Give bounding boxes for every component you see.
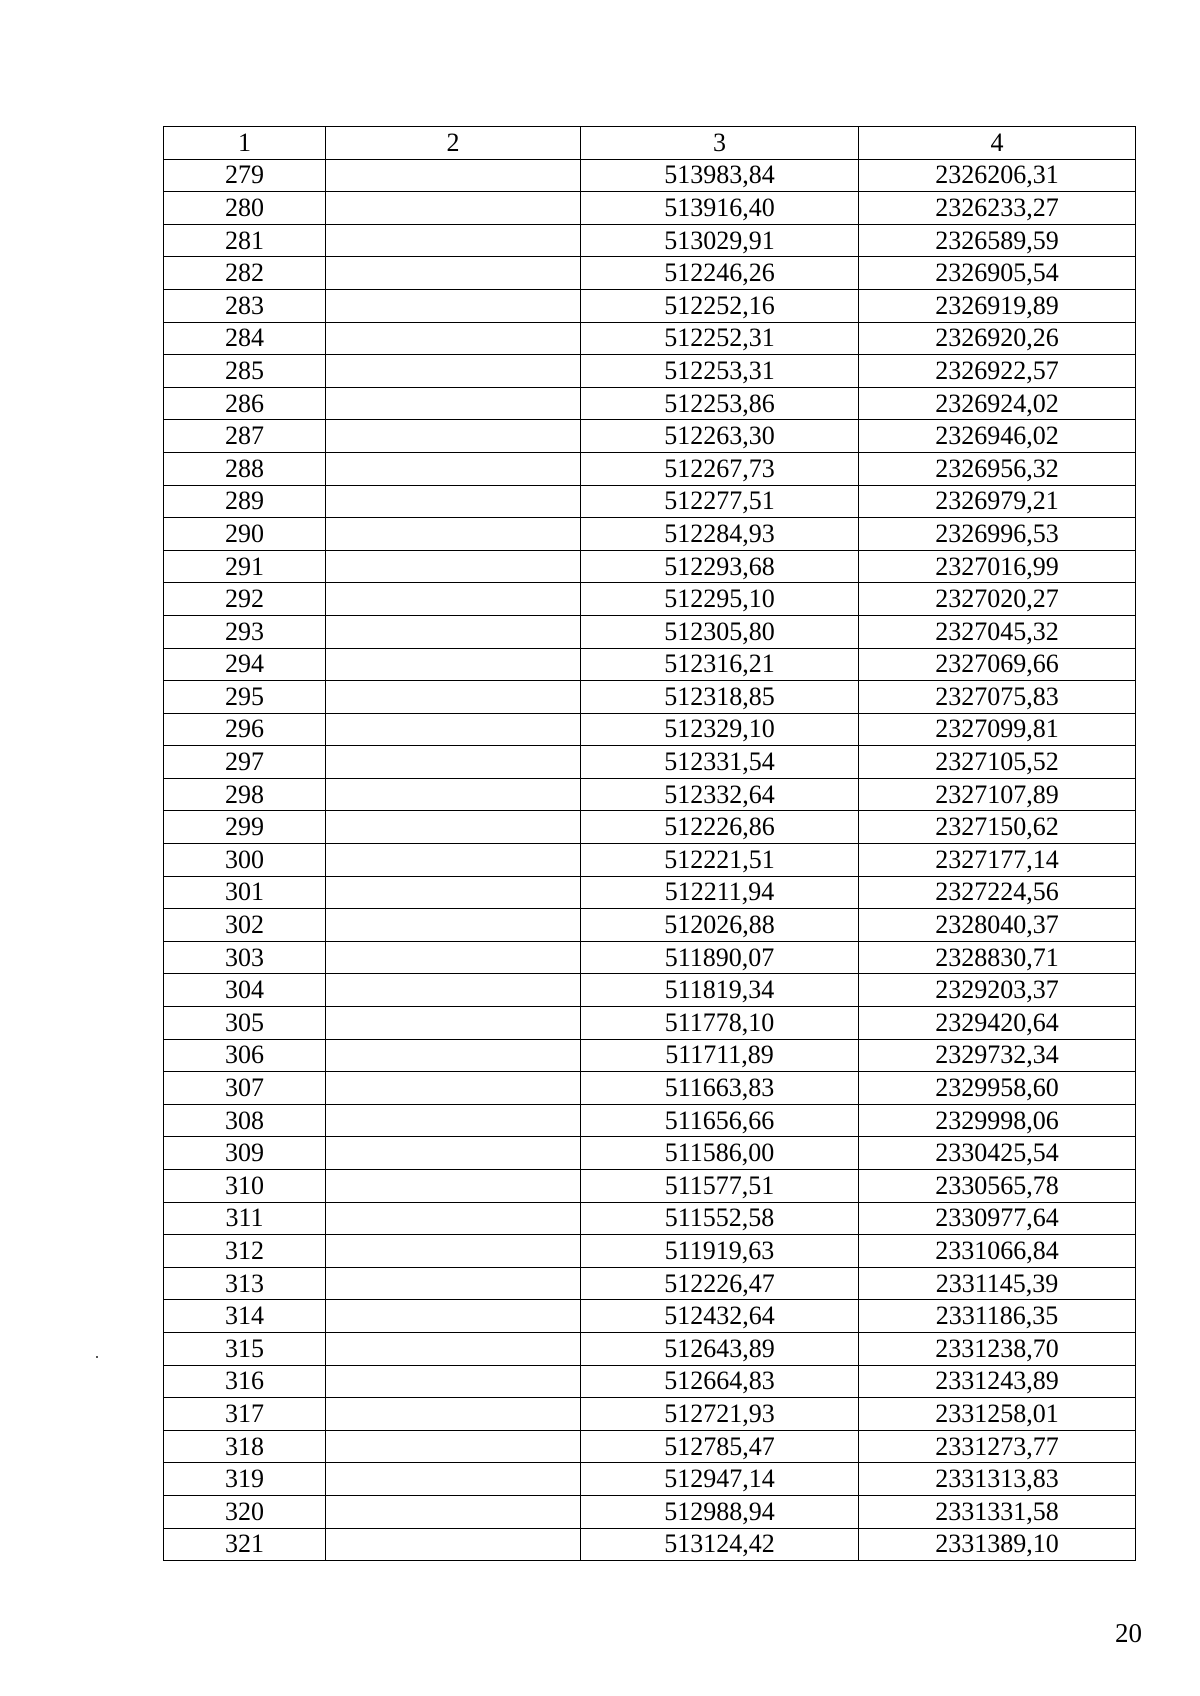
y-coordinate-cell: 2331331,58: [859, 1495, 1136, 1528]
y-coordinate-cell: 2330425,54: [859, 1137, 1136, 1170]
x-coordinate-cell: 512785,47: [581, 1430, 859, 1463]
table-row: [164, 1235, 1136, 1268]
point-number-cell: 291: [164, 550, 326, 583]
notes-cell: [326, 974, 581, 1007]
y-coordinate-cell: 2326920,26: [859, 322, 1136, 355]
y-coordinate-cell: 2331389,10: [859, 1528, 1136, 1561]
y-coordinate-cell: 2331258,01: [859, 1398, 1136, 1431]
column-header-1: 1: [164, 127, 326, 160]
x-coordinate-cell: 512432,64: [581, 1300, 859, 1333]
point-number-cell: 292: [164, 583, 326, 616]
y-coordinate-cell: 2326979,21: [859, 485, 1136, 518]
table-row: [164, 1202, 1136, 1235]
table-row: [164, 159, 1136, 192]
notes-cell: [326, 1170, 581, 1203]
point-number-cell: 295: [164, 681, 326, 714]
notes-cell: [326, 1528, 581, 1561]
notes-cell: [326, 811, 581, 844]
point-number-cell: 304: [164, 974, 326, 1007]
table-row: [164, 844, 1136, 877]
table-row: [164, 355, 1136, 388]
point-number-cell: 289: [164, 485, 326, 518]
table-row: [164, 876, 1136, 909]
notes-cell: [326, 1104, 581, 1137]
x-coordinate-cell: 511552,58: [581, 1202, 859, 1235]
table-row: [164, 1007, 1136, 1040]
notes-cell: [326, 941, 581, 974]
table-row: [164, 713, 1136, 746]
point-number-cell: 315: [164, 1332, 326, 1365]
point-number-cell: 282: [164, 257, 326, 290]
table-row: [164, 681, 1136, 714]
table-row: [164, 1398, 1136, 1431]
notes-cell: [326, 1365, 581, 1398]
x-coordinate-cell: 511819,34: [581, 974, 859, 1007]
y-coordinate-cell: 2329420,64: [859, 1007, 1136, 1040]
x-coordinate-cell: 512252,31: [581, 322, 859, 355]
notes-cell: [326, 844, 581, 877]
x-coordinate-cell: 512329,10: [581, 713, 859, 746]
y-coordinate-cell: 2331243,89: [859, 1365, 1136, 1398]
y-coordinate-cell: 2329958,60: [859, 1072, 1136, 1105]
table-row: [164, 1365, 1136, 1398]
notes-cell: [326, 681, 581, 714]
x-coordinate-cell: 512246,26: [581, 257, 859, 290]
x-coordinate-cell: 512293,68: [581, 550, 859, 583]
point-number-cell: 294: [164, 648, 326, 681]
y-coordinate-cell: 2326589,59: [859, 224, 1136, 257]
notes-cell: [326, 387, 581, 420]
notes-cell: [326, 778, 581, 811]
y-coordinate-cell: 2329203,37: [859, 974, 1136, 1007]
notes-cell: [326, 257, 581, 290]
notes-cell: [326, 518, 581, 551]
point-number-cell: 317: [164, 1398, 326, 1431]
table-row: [164, 1300, 1136, 1333]
column-header-4: 4: [859, 127, 1136, 160]
x-coordinate-cell: 512263,30: [581, 420, 859, 453]
point-number-cell: 320: [164, 1495, 326, 1528]
x-coordinate-cell: 512221,51: [581, 844, 859, 877]
notes-cell: [326, 159, 581, 192]
table-row: [164, 583, 1136, 616]
point-number-cell: 281: [164, 224, 326, 257]
point-number-cell: 286: [164, 387, 326, 420]
x-coordinate-cell: 512316,21: [581, 648, 859, 681]
point-number-cell: 280: [164, 192, 326, 225]
y-coordinate-cell: 2326905,54: [859, 257, 1136, 290]
point-number-cell: 321: [164, 1528, 326, 1561]
y-coordinate-cell: 2329732,34: [859, 1039, 1136, 1072]
y-coordinate-cell: 2327177,14: [859, 844, 1136, 877]
x-coordinate-cell: 513916,40: [581, 192, 859, 225]
notes-cell: [326, 1039, 581, 1072]
y-coordinate-cell: 2330565,78: [859, 1170, 1136, 1203]
y-coordinate-cell: 2326919,89: [859, 289, 1136, 322]
x-coordinate-cell: 512332,64: [581, 778, 859, 811]
y-coordinate-cell: 2326996,53: [859, 518, 1136, 551]
notes-cell: [326, 452, 581, 485]
x-coordinate-cell: 512331,54: [581, 746, 859, 779]
x-coordinate-cell: 512284,93: [581, 518, 859, 551]
point-number-cell: 318: [164, 1430, 326, 1463]
notes-cell: [326, 713, 581, 746]
point-number-cell: 314: [164, 1300, 326, 1333]
y-coordinate-cell: 2331186,35: [859, 1300, 1136, 1333]
table-row: [164, 746, 1136, 779]
point-number-cell: 310: [164, 1170, 326, 1203]
coordinates-table: [163, 126, 1136, 1561]
table-row: [164, 1430, 1136, 1463]
table-row: [164, 615, 1136, 648]
notes-cell: [326, 1332, 581, 1365]
notes-cell: [326, 485, 581, 518]
column-header-2: 2: [326, 127, 581, 160]
y-coordinate-cell: 2327150,62: [859, 811, 1136, 844]
table-row: [164, 1104, 1136, 1137]
point-number-cell: 305: [164, 1007, 326, 1040]
x-coordinate-cell: 512988,94: [581, 1495, 859, 1528]
table-header-row: [164, 127, 1136, 160]
notes-cell: [326, 583, 581, 616]
table-row: [164, 811, 1136, 844]
table-body: [164, 159, 1136, 1561]
notes-cell: [326, 550, 581, 583]
point-number-cell: 316: [164, 1365, 326, 1398]
x-coordinate-cell: 511577,51: [581, 1170, 859, 1203]
table-row: [164, 518, 1136, 551]
x-coordinate-cell: 512277,51: [581, 485, 859, 518]
y-coordinate-cell: 2331066,84: [859, 1235, 1136, 1268]
table-row: [164, 909, 1136, 942]
y-coordinate-cell: 2327099,81: [859, 713, 1136, 746]
table-row: [164, 420, 1136, 453]
y-coordinate-cell: 2327016,99: [859, 550, 1136, 583]
point-number-cell: 309: [164, 1137, 326, 1170]
notes-cell: [326, 322, 581, 355]
x-coordinate-cell: 513029,91: [581, 224, 859, 257]
y-coordinate-cell: 2326206,31: [859, 159, 1136, 192]
point-number-cell: 279: [164, 159, 326, 192]
y-coordinate-cell: 2331313,83: [859, 1463, 1136, 1496]
table-row: [164, 1463, 1136, 1496]
point-number-cell: 297: [164, 746, 326, 779]
notes-cell: [326, 1430, 581, 1463]
x-coordinate-cell: 512226,86: [581, 811, 859, 844]
notes-cell: [326, 1398, 581, 1431]
y-coordinate-cell: 2327107,89: [859, 778, 1136, 811]
table-row: [164, 1332, 1136, 1365]
point-number-cell: 301: [164, 876, 326, 909]
x-coordinate-cell: 511919,63: [581, 1235, 859, 1268]
table-row: [164, 941, 1136, 974]
y-coordinate-cell: 2327069,66: [859, 648, 1136, 681]
point-number-cell: 303: [164, 941, 326, 974]
table-row: [164, 485, 1136, 518]
y-coordinate-cell: 2329998,06: [859, 1104, 1136, 1137]
table-row: [164, 1267, 1136, 1300]
notes-cell: [326, 224, 581, 257]
point-number-cell: 299: [164, 811, 326, 844]
point-number-cell: 319: [164, 1463, 326, 1496]
x-coordinate-cell: 511778,10: [581, 1007, 859, 1040]
notes-cell: [326, 1072, 581, 1105]
x-coordinate-cell: 511586,00: [581, 1137, 859, 1170]
point-number-cell: 287: [164, 420, 326, 453]
x-coordinate-cell: 511656,66: [581, 1104, 859, 1137]
notes-cell: [326, 1137, 581, 1170]
notes-cell: [326, 746, 581, 779]
table-row: [164, 387, 1136, 420]
notes-cell: [326, 909, 581, 942]
notes-cell: [326, 192, 581, 225]
notes-cell: [326, 615, 581, 648]
point-number-cell: 312: [164, 1235, 326, 1268]
x-coordinate-cell: 512721,93: [581, 1398, 859, 1431]
table-row: [164, 257, 1136, 290]
x-coordinate-cell: 512252,16: [581, 289, 859, 322]
x-coordinate-cell: 512305,80: [581, 615, 859, 648]
notes-cell: [326, 420, 581, 453]
notes-cell: [326, 1202, 581, 1235]
x-coordinate-cell: 511890,07: [581, 941, 859, 974]
point-number-cell: 311: [164, 1202, 326, 1235]
x-coordinate-cell: 512318,85: [581, 681, 859, 714]
notes-cell: [326, 1007, 581, 1040]
x-coordinate-cell: 513983,84: [581, 159, 859, 192]
notes-cell: [326, 1267, 581, 1300]
y-coordinate-cell: 2327020,27: [859, 583, 1136, 616]
point-number-cell: 285: [164, 355, 326, 388]
notes-cell: [326, 876, 581, 909]
notes-cell: [326, 1300, 581, 1333]
y-coordinate-cell: 2326946,02: [859, 420, 1136, 453]
y-coordinate-cell: 2326924,02: [859, 387, 1136, 420]
x-coordinate-cell: 511711,89: [581, 1039, 859, 1072]
y-coordinate-cell: 2327045,32: [859, 615, 1136, 648]
point-number-cell: 296: [164, 713, 326, 746]
y-coordinate-cell: 2331145,39: [859, 1267, 1136, 1300]
table-row: [164, 224, 1136, 257]
y-coordinate-cell: 2326922,57: [859, 355, 1136, 388]
table-row: [164, 1528, 1136, 1561]
point-number-cell: 288: [164, 452, 326, 485]
table-row: [164, 1137, 1136, 1170]
table-row: [164, 1039, 1136, 1072]
y-coordinate-cell: 2326233,27: [859, 192, 1136, 225]
table-row: [164, 974, 1136, 1007]
scan-speck: [96, 1356, 98, 1358]
table-row: [164, 192, 1136, 225]
x-coordinate-cell: 512026,88: [581, 909, 859, 942]
point-number-cell: 283: [164, 289, 326, 322]
point-number-cell: 300: [164, 844, 326, 877]
point-number-cell: 308: [164, 1104, 326, 1137]
x-coordinate-cell: 512253,86: [581, 387, 859, 420]
notes-cell: [326, 289, 581, 322]
x-coordinate-cell: 512211,94: [581, 876, 859, 909]
notes-cell: [326, 355, 581, 388]
notes-cell: [326, 1463, 581, 1496]
table-row: [164, 550, 1136, 583]
point-number-cell: 306: [164, 1039, 326, 1072]
notes-cell: [326, 648, 581, 681]
x-coordinate-cell: 512643,89: [581, 1332, 859, 1365]
notes-cell: [326, 1495, 581, 1528]
point-number-cell: 290: [164, 518, 326, 551]
x-coordinate-cell: 512947,14: [581, 1463, 859, 1496]
column-header-3: 3: [581, 127, 859, 160]
table-row: [164, 648, 1136, 681]
x-coordinate-cell: 512253,31: [581, 355, 859, 388]
y-coordinate-cell: 2330977,64: [859, 1202, 1136, 1235]
x-coordinate-cell: 512226,47: [581, 1267, 859, 1300]
point-number-cell: 298: [164, 778, 326, 811]
notes-cell: [326, 1235, 581, 1268]
y-coordinate-cell: 2327075,83: [859, 681, 1136, 714]
table-row: [164, 1495, 1136, 1528]
x-coordinate-cell: 512295,10: [581, 583, 859, 616]
point-number-cell: 284: [164, 322, 326, 355]
table-row: [164, 1170, 1136, 1203]
x-coordinate-cell: 512267,73: [581, 452, 859, 485]
y-coordinate-cell: 2331273,77: [859, 1430, 1136, 1463]
x-coordinate-cell: 512664,83: [581, 1365, 859, 1398]
page-number: 20: [1115, 1618, 1142, 1648]
y-coordinate-cell: 2331238,70: [859, 1332, 1136, 1365]
x-coordinate-cell: 511663,83: [581, 1072, 859, 1105]
y-coordinate-cell: 2327224,56: [859, 876, 1136, 909]
table-row: [164, 1072, 1136, 1105]
table-row: [164, 289, 1136, 322]
table-row: [164, 322, 1136, 355]
y-coordinate-cell: 2327105,52: [859, 746, 1136, 779]
point-number-cell: 313: [164, 1267, 326, 1300]
table-row: [164, 452, 1136, 485]
y-coordinate-cell: 2326956,32: [859, 452, 1136, 485]
y-coordinate-cell: 2328040,37: [859, 909, 1136, 942]
point-number-cell: 307: [164, 1072, 326, 1105]
table-row: [164, 778, 1136, 811]
point-number-cell: 302: [164, 909, 326, 942]
point-number-cell: 293: [164, 615, 326, 648]
x-coordinate-cell: 513124,42: [581, 1528, 859, 1561]
y-coordinate-cell: 2328830,71: [859, 941, 1136, 974]
